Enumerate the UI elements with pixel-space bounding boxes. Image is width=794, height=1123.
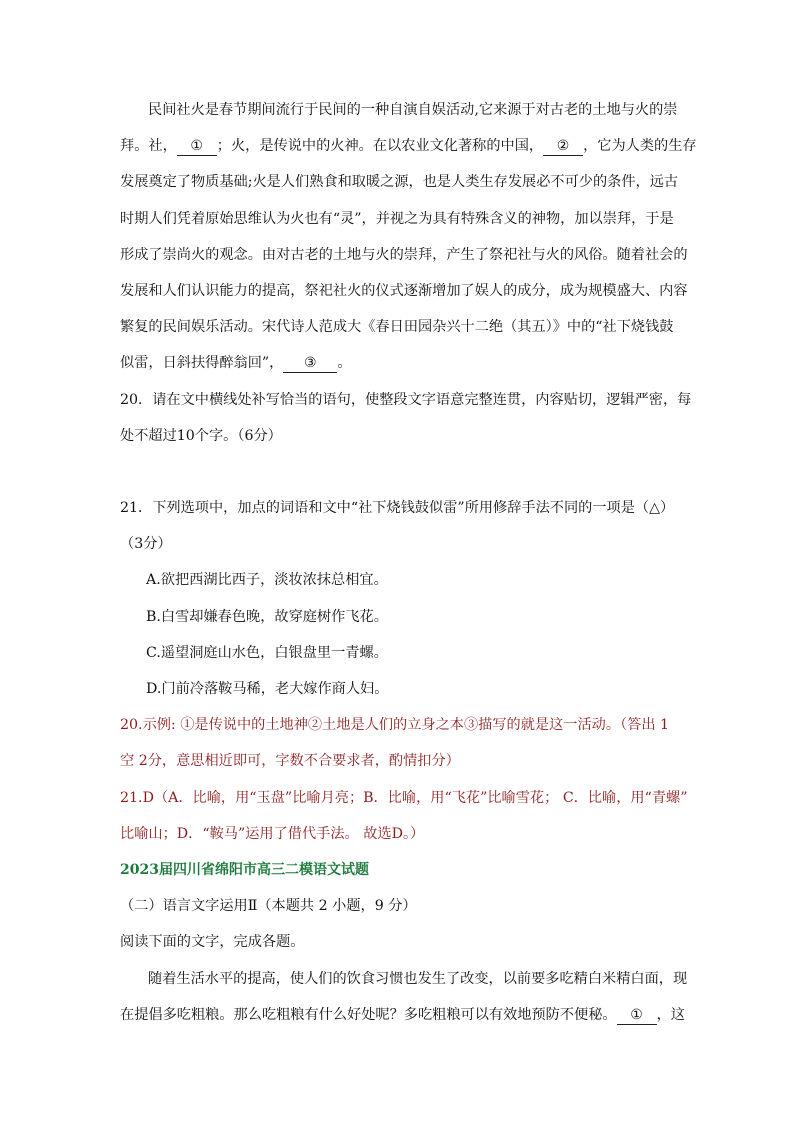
- answer-21-line: 21.D（A．比喻，用“玉盘”比喻月亮；B．比喻，用“飞花”比喻雪花； C．比喻，用“青螺”: [120, 789, 688, 806]
- answer-20-line: 空 2分，意思相近即可，字数不合要求者，酌情扣分）: [120, 753, 460, 770]
- passage-line: 拜。社， ① ；火，是传说中的火神。在以农业文化著称的中国， ② ，它为人类的生存: [120, 138, 697, 155]
- blank-1: ①: [177, 137, 217, 156]
- blank-1: ①: [617, 1006, 657, 1025]
- source-title: 2023届四川省绵阳市高三二模语文试题: [120, 862, 369, 879]
- passage-line: 发展奠定了物质基础;火是人们熟食和取暖之源，也是人类生存发展必不可少的条件，远古: [120, 174, 679, 191]
- passage-line: 随着生活水平的提高，使人们的饮食习惯也发生了改变，以前要多吃精白米精白面，现: [148, 970, 688, 987]
- passage-line: 似雷，日斜扶得醉翁回”， ③ 。: [120, 355, 352, 372]
- passage-line: 民间社火是春节期间流行于民间的一种自演自娱活动,它来源于对古老的土地与火的崇: [148, 102, 678, 118]
- passage-1: [120, 92, 697, 382]
- section-heading: （二）语言文字运用Ⅱ（本题共 2 小题，9 分）: [120, 898, 417, 915]
- option-b: B.白雪却嫌春色晚，故穿庭树作飞花。: [146, 608, 388, 625]
- option-c: C.遥望洞庭山水色，白银盘里一青螺。: [146, 644, 388, 661]
- blank-3: ③: [283, 354, 337, 373]
- passage-line: 发展和人们认识能力的提高，祭祀社火的仪式逐渐增加了娱人的成分，成为规模盛大、内容: [120, 283, 688, 300]
- question-line: 21．下列选项中，加点的词语和文中“社下烧钱鼓似雷”所用修辞手法不同的一项是（△）: [120, 500, 675, 517]
- question-line: 处不超过10个字。（6分）: [120, 427, 282, 444]
- question-20: [120, 382, 692, 454]
- spacer: [120, 454, 676, 490]
- passage-line: 形成了崇尚火的观念。由对古老的土地与火的崇拜，产生了祭祀社与火的风俗。随着社会的: [120, 246, 688, 263]
- answer-21-line: 比喻山；D．“鞍马”运用了借代手法。 故选D。）: [120, 825, 425, 842]
- option-d: D.门前冷落鞍马稀，老大嫁作商人妇。: [146, 681, 389, 698]
- question-line: （3分）: [120, 536, 172, 553]
- option-a: A.欲把西湖比西子，淡妆浓抹总相宜。: [146, 572, 388, 589]
- answer-key: [120, 707, 688, 852]
- blank-2: ②: [543, 137, 583, 156]
- document-page: [120, 92, 697, 1033]
- passage-line: 繁复的民间娱乐活动。宋代诗人范成大《春日田园杂兴十二绝（其五）》中的“社下烧钱鼓: [120, 319, 674, 336]
- passage-line: 时期人们凭着原始思维认为火也有“灵”，并视之为具有特殊含义的神物，加以崇拜，于是: [120, 210, 674, 227]
- section-instruction: 阅读下面的文字，完成各题。: [120, 934, 305, 951]
- question-line: 20．请在文中横线处补写恰当的语句，使整段文字语意完整连贯，内容贴切，逻辑严密，每: [120, 391, 692, 408]
- passage-line: 在提倡多吃粗粮。那么吃粗粮有什么好处呢？多吃粗粮可以有效地预防不便秘。 ① ，这: [120, 1006, 685, 1023]
- section-2: [120, 888, 688, 1033]
- question-21: [120, 490, 676, 707]
- answer-20-line: 20.示例: ①是传说中的土地神②土地是人们的立身之本③描写的就是这一活动。（答出 1: [120, 717, 670, 734]
